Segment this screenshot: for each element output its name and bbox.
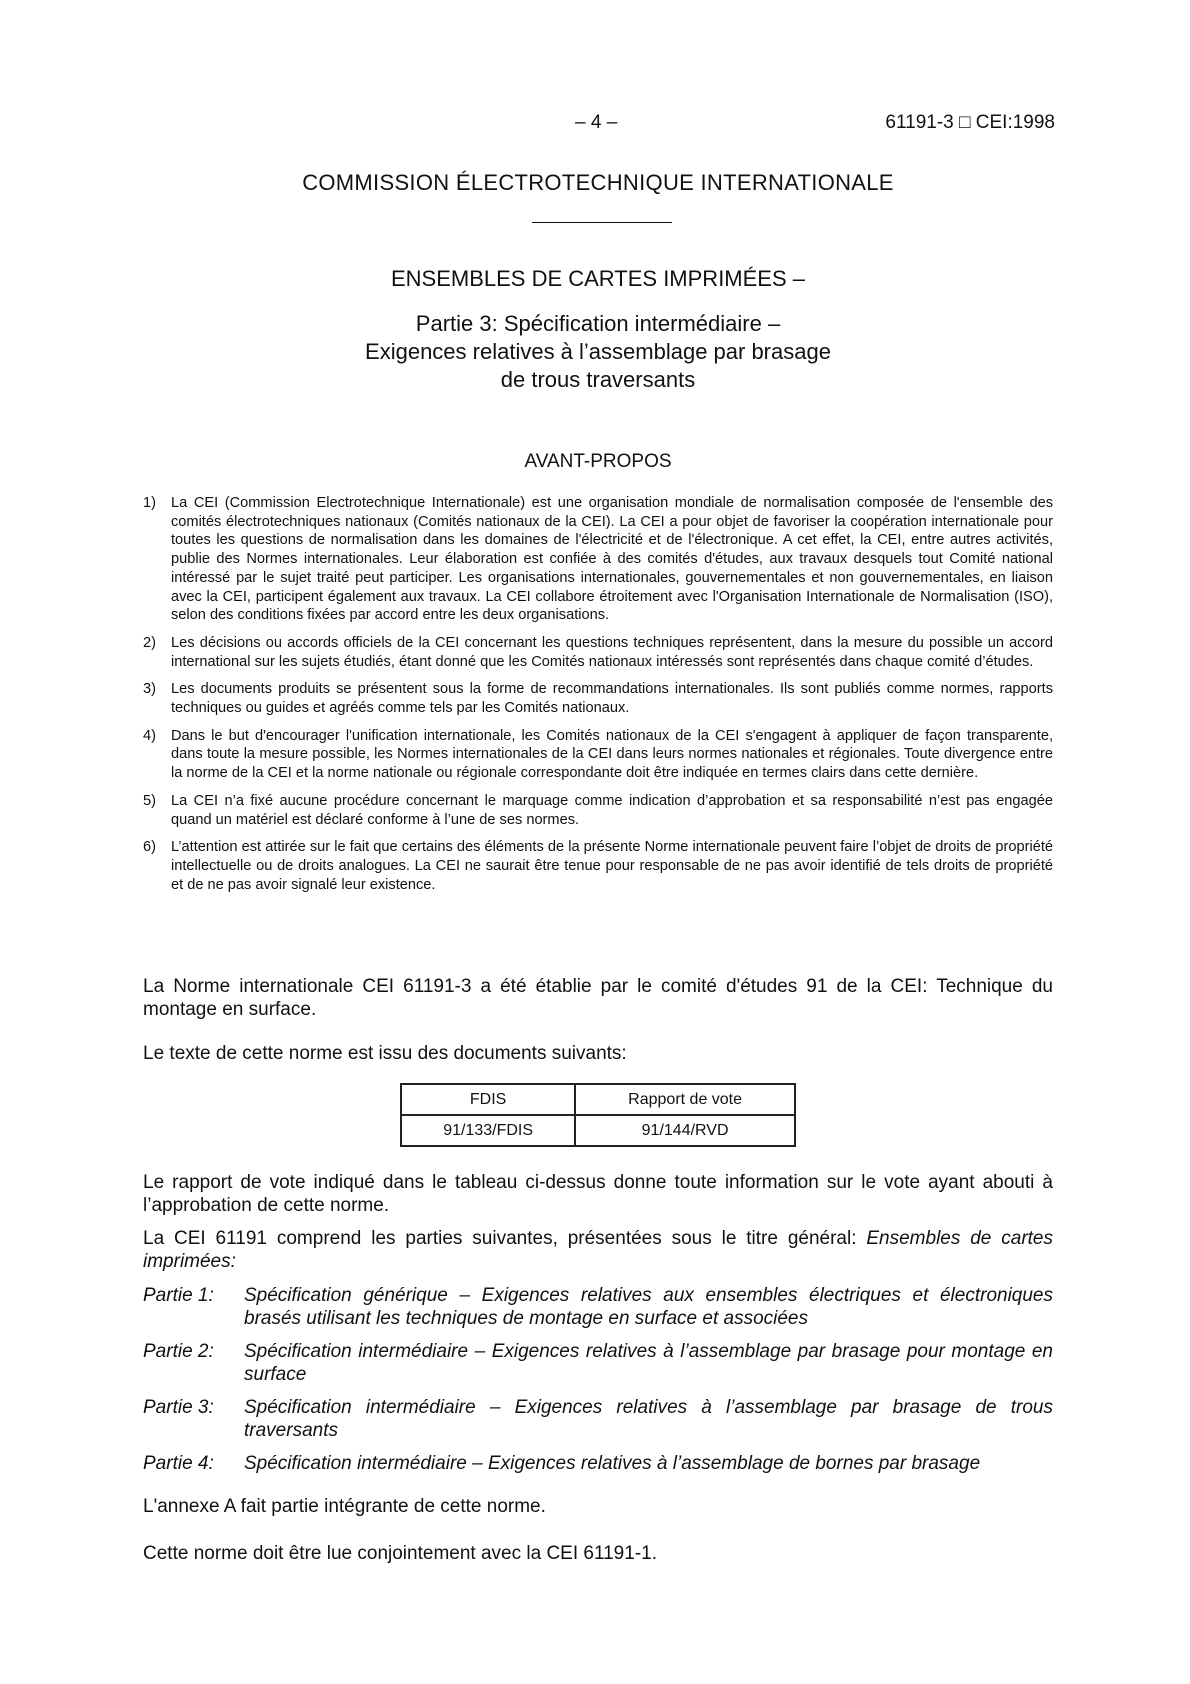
foreword-item-text: La CEI n’a fixé aucune procédure concernant le marquage comme indication d’approbation et sa responsabilité n’est pas engagée quand un matériel est déclaré conforme à l’une de ses normes. bbox=[171, 792, 1053, 828]
vote-table bbox=[400, 1083, 796, 1147]
related-standard-paragraph: Cette norme doit être lue conjointement avec la CEI 61191-1. bbox=[143, 1543, 657, 1564]
list-item bbox=[143, 1340, 1053, 1386]
foreword-item-text: Dans le but d'encourager l'unification internationale, les Comités nationaux de la CEI s'engagent à appliquer de façon transparente, dans toute la mesure possible, les Normes internationales de la CEI dans leurs normes nationales et régionales. Toute divergence entre la norme de la CEI et la norme nationale ou régionale correspondante doit être indiquée en termes clairs dans cette dernière. bbox=[171, 727, 1053, 782]
parts-list bbox=[143, 1284, 1053, 1485]
foreword-item bbox=[143, 494, 1053, 625]
foreword-item bbox=[143, 727, 1053, 783]
foreword-item-text: La CEI (Commission Electrotechnique Internationale) est une organisation mondiale de normalisation composée de l'ensemble des comités électrotechniques nationaux (Comités nationaux de la CEI). La CEI a pour objet de favoriser la coopération internationale pour toutes les questions de normalisation dans les domaines de l'électricité et de l'électronique. A cet effet, la CEI, entre autres activités, publie des Normes internationales. Leur élaboration est confiée à des comités d'études, aux travaux desquels tout Comité national intéressé par le sujet traité peut participer. Les organisations internationales, gouvernementales et non gouvernementales, en liaison avec la CEI, participent également aux travaux. La CEI collabore étroitement avec l'Organisation Internationale de Normalisation (ISO), selon des conditions fixées par accord entre les deux organisations. bbox=[171, 495, 1053, 624]
documents-intro-paragraph: Le texte de cette norme est issu des documents suivants: bbox=[143, 1043, 627, 1064]
part-description: Spécification intermédiaire – Exigences relatives à l’assemblage par brasage de trous traversants bbox=[244, 1397, 1053, 1441]
table-row bbox=[401, 1115, 795, 1146]
foreword-item-number: 3) bbox=[143, 681, 156, 698]
list-item bbox=[143, 1396, 1053, 1442]
part-description: Spécification intermédiaire – Exigences relatives à l’assemblage de bornes par brasage bbox=[244, 1453, 981, 1474]
part-description: Spécification intermédiaire – Exigences relatives à l’assemblage par brasage pour montage en surface bbox=[244, 1341, 1053, 1385]
foreword-item bbox=[143, 680, 1053, 717]
foreword-item-text: Les documents produits se présentent sous la forme de recommandations internationales. Ils sont publiés comme normes, rapports techniques ou guides et agréés comme tels par les Comités nationaux. bbox=[171, 681, 1053, 717]
list-item bbox=[143, 1452, 1053, 1475]
general-title: Ensembles de cartes imprimées: bbox=[143, 1228, 1053, 1272]
parts-intro-text: La CEI 61191 comprend les parties suivantes, présentées sous le titre général: bbox=[143, 1228, 867, 1249]
part-label: Partie 3: bbox=[143, 1397, 214, 1418]
subtitle-line: Partie 3: Spécification intermédiaire – bbox=[415, 311, 781, 336]
foreword-item-number: 2) bbox=[143, 634, 156, 651]
annex-paragraph: L'annexe A fait partie intégrante de cette norme. bbox=[143, 1496, 546, 1517]
table-header-cell: Rapport de vote bbox=[575, 1084, 795, 1115]
part-description: Spécification générique – Exigences relatives aux ensembles électriques et électroniques brasés utilisant les techniques de montage en surface et associées bbox=[244, 1285, 1053, 1329]
document-reference: 61191-3 □ CEI:1998 bbox=[885, 112, 1055, 133]
foreword-heading: AVANT-PROPOS bbox=[524, 451, 672, 472]
vote-report-paragraph: Le rapport de vote indiqué dans le tableau ci-dessus donne toute information sur le vote ayant abouti à l’approbation de cette norme. bbox=[143, 1172, 1053, 1216]
foreword-item bbox=[143, 634, 1053, 671]
table-cell: 91/133/FDIS bbox=[401, 1115, 575, 1146]
foreword-item-number: 6) bbox=[143, 839, 156, 856]
table-header-cell: FDIS bbox=[401, 1084, 575, 1115]
foreword-item bbox=[143, 792, 1053, 829]
table-cell: 91/144/RVD bbox=[575, 1115, 795, 1146]
document-subtitle bbox=[143, 310, 1053, 394]
organization-name: COMMISSION ÉLECTROTECHNIQUE INTERNATIONALE bbox=[302, 170, 894, 195]
table-row bbox=[401, 1084, 795, 1115]
foreword-item-number: 4) bbox=[143, 727, 156, 744]
subtitle-line: Exigences relatives à l’assemblage par brasage bbox=[365, 339, 831, 364]
foreword-list bbox=[143, 494, 1053, 903]
part-label: Partie 4: bbox=[143, 1453, 214, 1474]
document-title: ENSEMBLES DE CARTES IMPRIMÉES – bbox=[390, 266, 806, 291]
foreword-item-number: 1) bbox=[143, 495, 156, 511]
part-label: Partie 2: bbox=[143, 1341, 214, 1362]
foreword-item-text: Les décisions ou accords officiels de la CEI concernant les questions techniques représentent, dans la mesure du possible un accord international sur les sujets étudiés, étant donné que les Comités nationaux intéressés sont représentés dans chaque comité d’études. bbox=[171, 634, 1053, 670]
page-number: – 4 – bbox=[575, 112, 618, 133]
foreword-item bbox=[143, 838, 1053, 894]
parts-intro-paragraph bbox=[143, 1227, 1053, 1273]
subtitle-line: de trous traversants bbox=[500, 367, 696, 392]
foreword-item-number: 5) bbox=[143, 792, 156, 809]
part-label: Partie 1: bbox=[143, 1285, 214, 1306]
list-item bbox=[143, 1284, 1053, 1330]
foreword-item-text: L’attention est attirée sur le fait que certains des éléments de la présente Norme internationale peuvent faire l’objet de droits de propriété intellectuelle ou de droits analogues. La CEI ne saurait être tenue pour responsable de ne pas avoir identifié de tels droits de propriété et de ne pas avoir signalé leur existence. bbox=[171, 839, 1053, 893]
committee-paragraph: La Norme internationale CEI 61191-3 a été établie par le comité d'études 91 de la CEI: Technique du montage en surface. bbox=[143, 976, 1053, 1020]
title-divider bbox=[532, 222, 672, 223]
